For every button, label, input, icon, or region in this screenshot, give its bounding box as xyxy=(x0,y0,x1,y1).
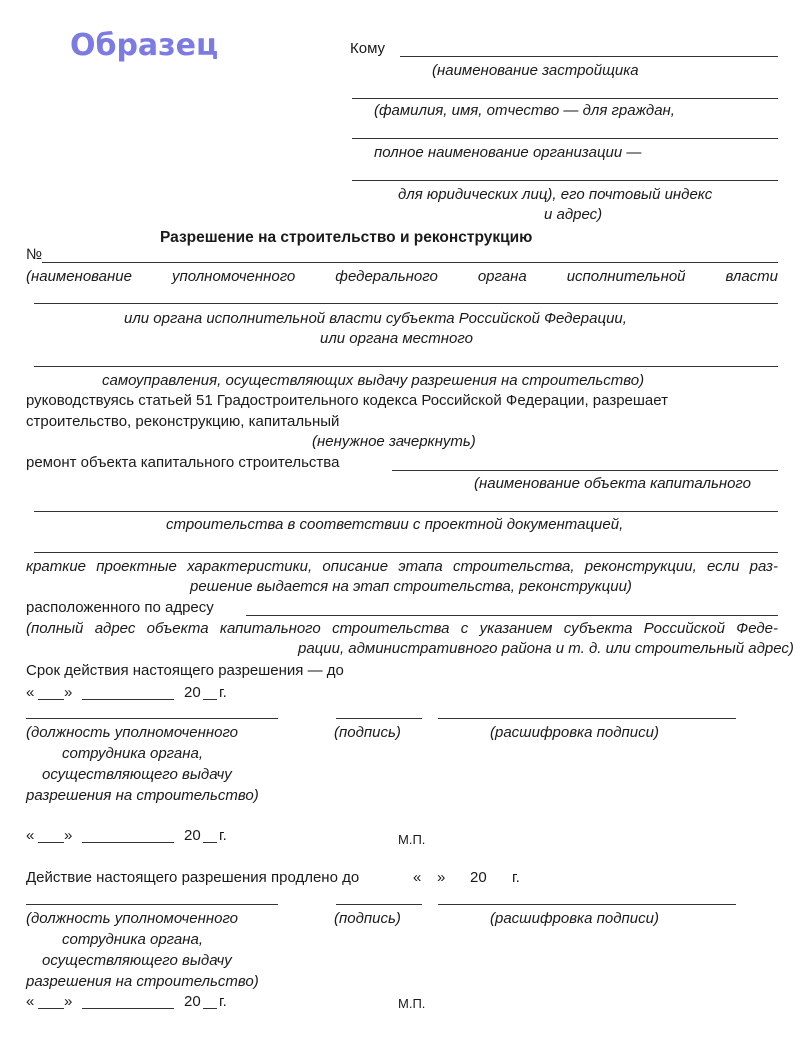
to-hint-4: для юридических лиц), его почтовый индекс xyxy=(398,186,713,203)
position-hint-3: осуществляющего выдачу xyxy=(42,766,232,783)
to-hint-5: и адрес) xyxy=(544,206,603,223)
date3-quote-close: » xyxy=(64,993,73,1010)
object-hint-4: решение выдается на этап строительства, реконструкции) xyxy=(190,578,632,595)
address-hint-2: рации, административного района и т. д. или строительный адрес) xyxy=(298,640,794,657)
object-field-line-3[interactable] xyxy=(34,552,778,553)
number-label: № xyxy=(26,246,43,263)
date-year-suffix: г. xyxy=(219,684,227,701)
position2-hint-4: разрешения на строительство) xyxy=(26,973,259,990)
extension-label: Действие настоящего разрешения продлено до xyxy=(26,869,360,886)
object-hint-2: строительства в соответствии с проектной документацией, xyxy=(166,516,624,533)
address-hint-1: (полный адрес объекта капитального строительства с указанием субъекта Российской Феде- xyxy=(26,620,778,637)
address-field-line[interactable] xyxy=(246,615,778,616)
object-field-line-1[interactable] xyxy=(392,470,778,471)
date2-month-field[interactable] xyxy=(82,842,174,843)
decode2-hint: (расшифровка подписи) xyxy=(490,910,659,927)
date-day-field[interactable] xyxy=(38,699,64,700)
number-field-line[interactable] xyxy=(42,262,778,263)
date2-quote-close: » xyxy=(64,827,73,844)
to-field-line-2[interactable] xyxy=(352,98,778,99)
position2-hint-2: сотрудника органа, xyxy=(62,931,204,948)
date-year-field[interactable] xyxy=(203,699,217,700)
date3-month-field[interactable] xyxy=(82,1008,174,1009)
ext-year: 20 xyxy=(470,869,487,886)
date2-year-prefix: 20 xyxy=(184,827,201,844)
date-quote-open: « xyxy=(26,684,35,701)
authority-field-line-2[interactable] xyxy=(34,366,778,367)
date3-quote-open: « xyxy=(26,993,35,1010)
authority-hint-3: или органа местного xyxy=(320,330,473,347)
strike-hint: (ненужное зачеркнуть) xyxy=(312,433,476,450)
to-hint-2: (фамилия, имя, отчество — для граждан, xyxy=(374,102,675,119)
position2-hint-1: (должность уполномоченного xyxy=(26,910,239,927)
document-title: Разрешение на строительство и реконструкцию xyxy=(160,229,533,246)
sign2-hint: (подпись) xyxy=(334,910,401,927)
decode-field-line[interactable] xyxy=(438,718,736,719)
authority-hint-2: или органа исполнительной власти субъекта Российской Федерации, xyxy=(124,310,627,327)
date2-year-suffix: г. xyxy=(219,827,227,844)
object-field-line-2[interactable] xyxy=(34,511,778,512)
date-year-prefix: 20 xyxy=(184,684,201,701)
object-hint-1: (наименование объекта капитального xyxy=(474,475,752,492)
to-hint-3: полное наименование организации — xyxy=(374,144,642,161)
date3-day-field[interactable] xyxy=(38,1008,64,1009)
date3-year-field[interactable] xyxy=(203,1008,217,1009)
position2-field-line[interactable] xyxy=(26,904,278,905)
date2-year-field[interactable] xyxy=(203,842,217,843)
position-hint-1: (должность уполномоченного xyxy=(26,724,239,741)
to-field-line[interactable] xyxy=(400,56,778,57)
sign-field-line[interactable] xyxy=(336,718,422,719)
sign2-field-line[interactable] xyxy=(336,904,422,905)
position-hint-2: сотрудника органа, xyxy=(62,745,204,762)
to-hint-1: (наименование застройщика xyxy=(432,62,639,79)
position-hint-4: разрешения на строительство) xyxy=(26,787,259,804)
date-month-field[interactable] xyxy=(82,699,174,700)
date3-year-suffix: г. xyxy=(219,993,227,1010)
authority-hint-4: самоуправления, осуществляющих выдачу разрешения на строительство) xyxy=(102,372,645,389)
body-line-2: строительство, реконструкцию, капитальный xyxy=(26,413,340,430)
ext-year-suffix: г. xyxy=(512,869,520,886)
stamp-label-1: М.П. xyxy=(398,832,426,847)
date2-quote-open: « xyxy=(26,827,35,844)
ext-quote-open: « xyxy=(413,869,422,886)
sign-hint: (подпись) xyxy=(334,724,401,741)
date-quote-close: » xyxy=(64,684,73,701)
to-field-line-3[interactable] xyxy=(352,138,778,139)
decode-hint: (расшифровка подписи) xyxy=(490,724,659,741)
repair-label: ремонт объекта капитального строительства xyxy=(26,454,340,471)
body-line-1: руководствуясь статьей 51 Градостроительного кодекса Российской Федерации, разрешает xyxy=(26,392,668,409)
to-field-line-4[interactable] xyxy=(352,180,778,181)
sample-watermark: Образец xyxy=(70,28,219,63)
address-label: расположенного по адресу xyxy=(26,599,214,616)
position-field-line[interactable] xyxy=(26,718,278,719)
authority-hint-1: (наименование уполномоченного федерального органа исполнительной власти xyxy=(26,268,778,285)
validity-label: Срок действия настоящего разрешения — до xyxy=(26,662,344,679)
ext-quote-close: » xyxy=(437,869,446,886)
stamp-label-2: М.П. xyxy=(398,996,426,1011)
authority-field-line-1[interactable] xyxy=(34,303,778,304)
date3-year-prefix: 20 xyxy=(184,993,201,1010)
position2-hint-3: осуществляющего выдачу xyxy=(42,952,232,969)
to-label: Кому xyxy=(350,40,386,57)
decode2-field-line[interactable] xyxy=(438,904,736,905)
object-hint-3: краткие проектные характеристики, описание этапа строительства, реконструкции, если раз- xyxy=(26,558,778,575)
date2-day-field[interactable] xyxy=(38,842,64,843)
